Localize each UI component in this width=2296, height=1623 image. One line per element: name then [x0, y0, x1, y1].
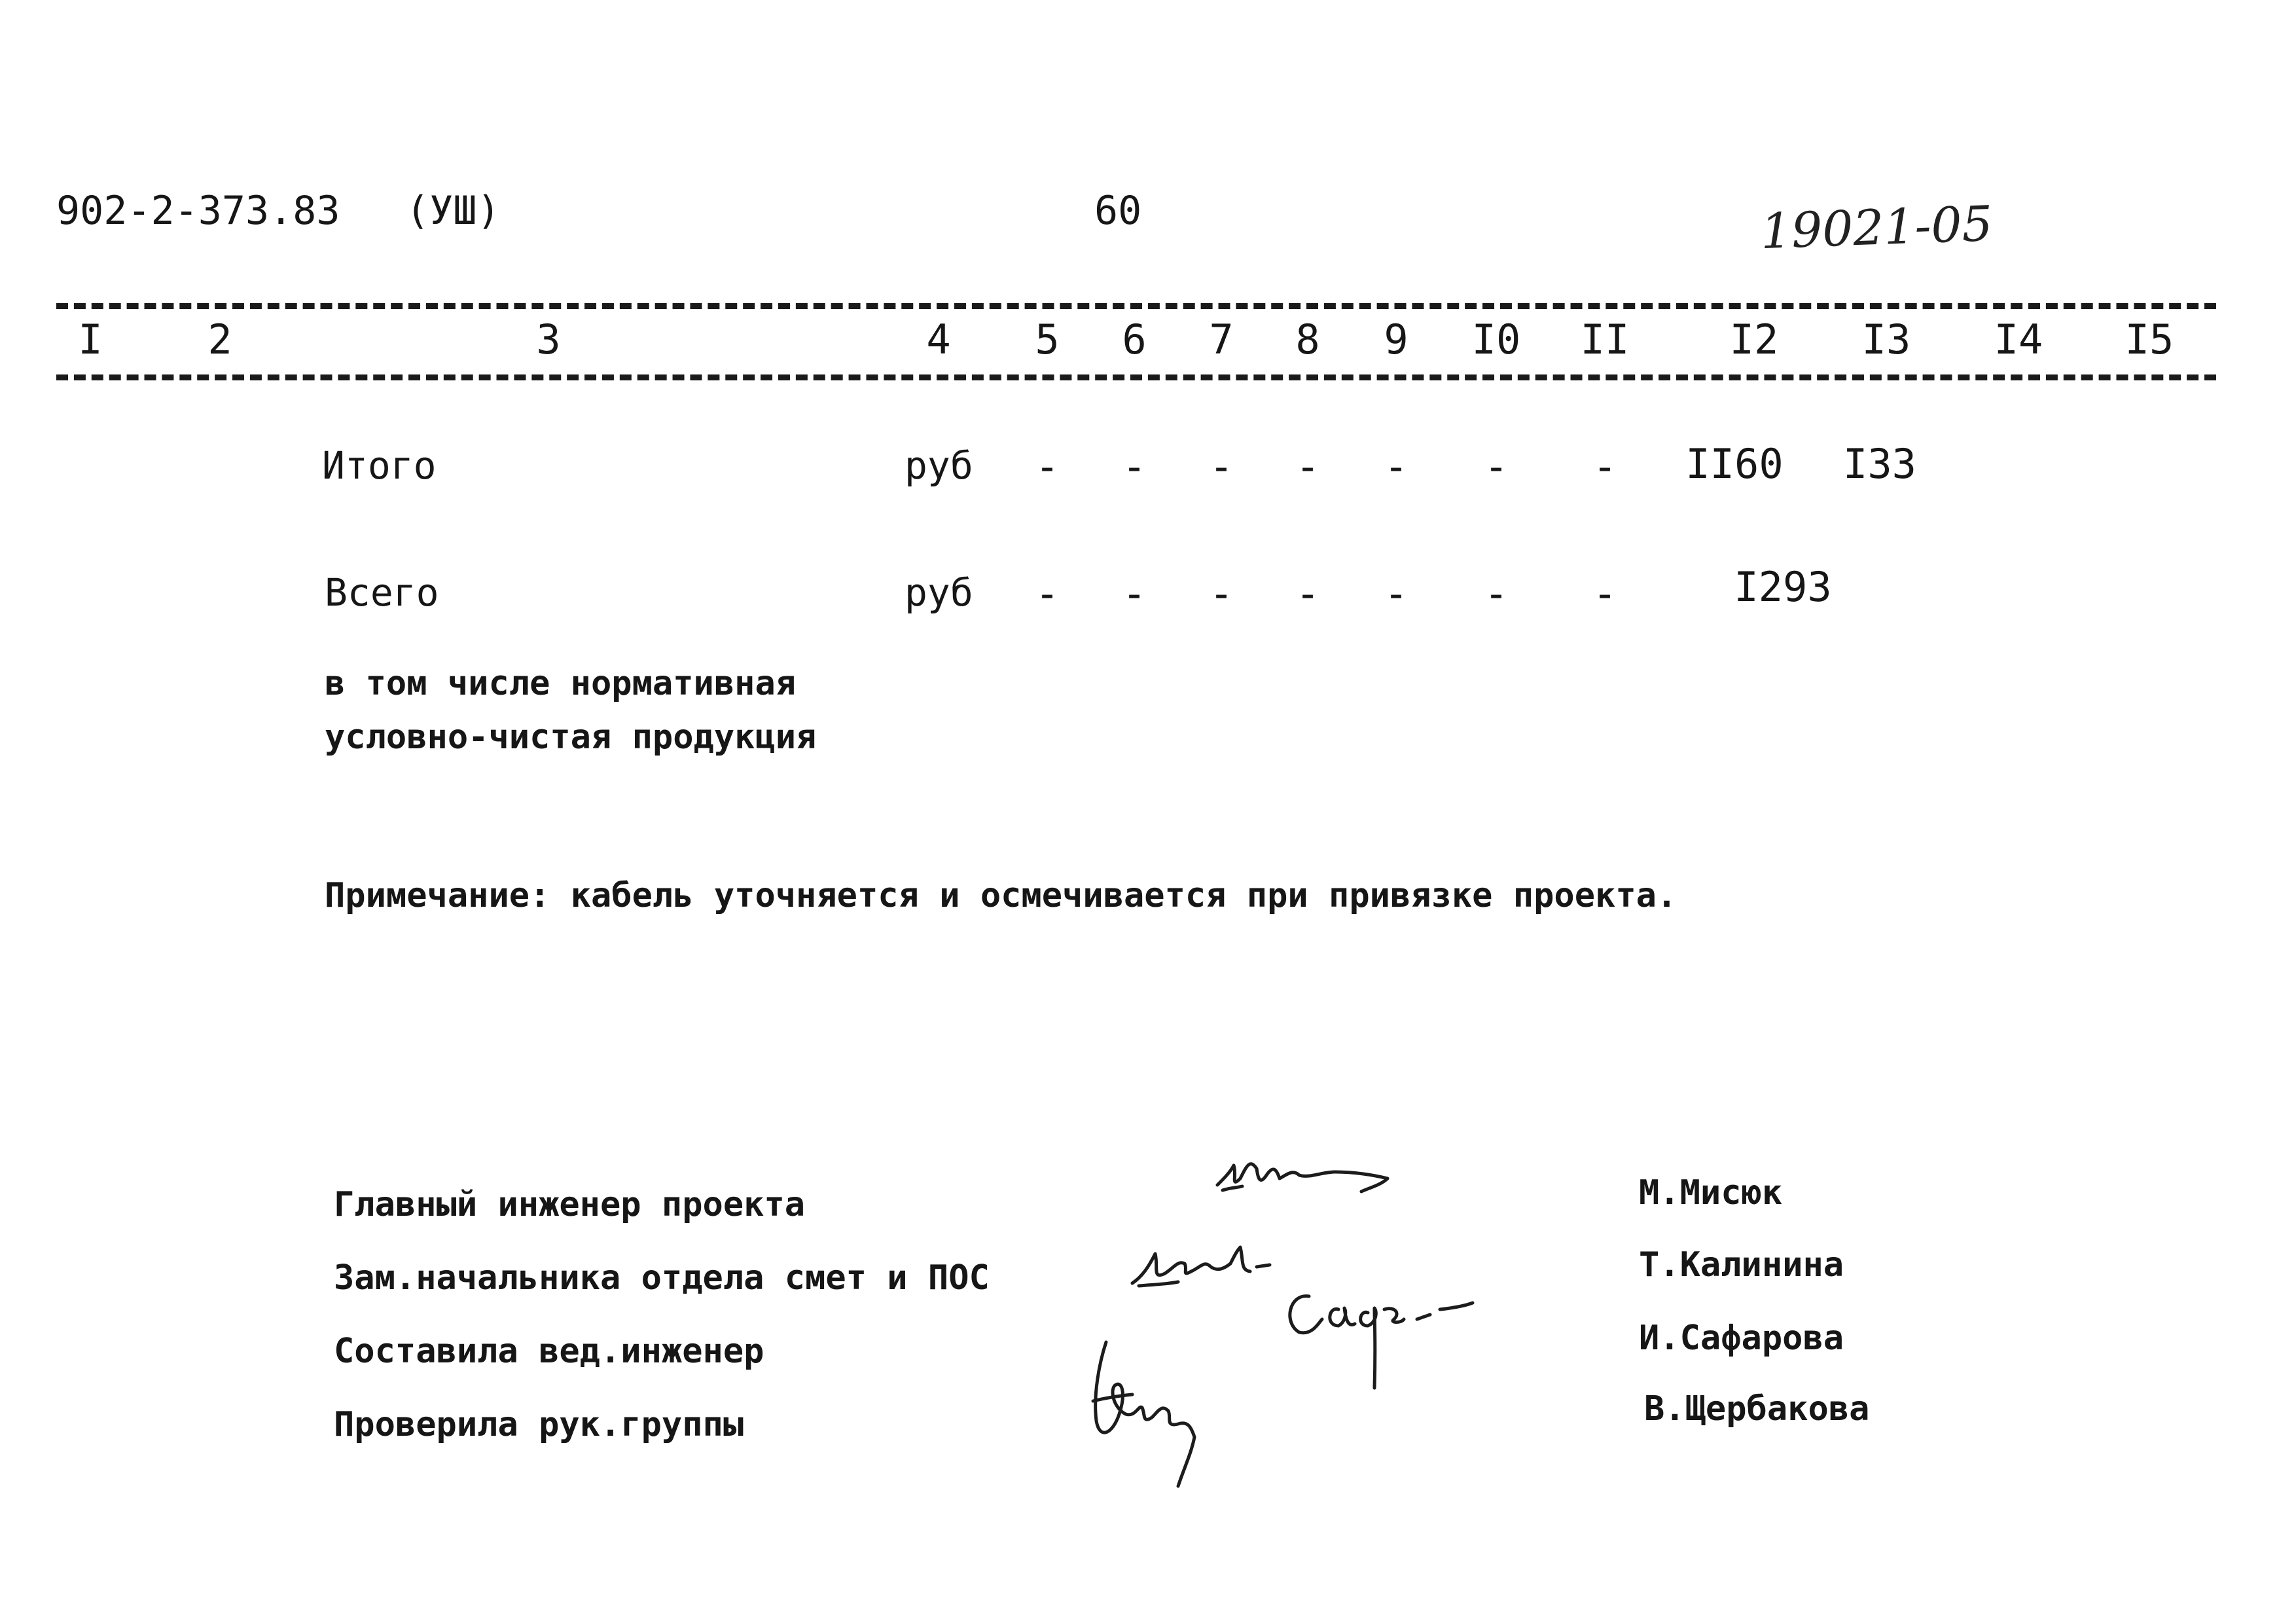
signature-name: М.Мисюк	[1639, 1173, 1783, 1213]
row-value-col13: I33	[1843, 440, 1916, 488]
handwritten-signature-3	[1276, 1283, 1499, 1414]
row-label: Всего	[325, 570, 439, 615]
subnote-line2: условно-чистая продукция	[325, 718, 817, 757]
row-dash: -	[1122, 443, 1147, 490]
row-dash: -	[1035, 443, 1060, 490]
row-dash: -	[1035, 570, 1060, 617]
handwritten-signature-4	[1080, 1322, 1250, 1493]
signature-role: Проверила рук.группы	[334, 1405, 744, 1444]
note-text: Примечание: кабель уточняется и осмечивается при привязке проекта.	[325, 876, 1677, 915]
column-header: 5	[1035, 316, 1060, 363]
column-header: I3	[1861, 316, 1911, 363]
row-total: I293	[1734, 563, 1832, 611]
column-header: I2	[1729, 316, 1779, 363]
column-header: 8	[1295, 316, 1320, 363]
column-header: 6	[1122, 316, 1147, 363]
column-header: 9	[1384, 316, 1408, 363]
column-header: 4	[926, 316, 951, 363]
column-header: 7	[1209, 316, 1234, 363]
handwritten-signature-1	[1211, 1139, 1433, 1218]
signature-role: Зам.начальника отдела смет и ПОС	[334, 1258, 990, 1298]
row-dash: -	[1122, 570, 1147, 617]
row-dash: -	[1209, 443, 1234, 490]
row-unit: руб	[905, 443, 973, 488]
handwritten-signature-2	[1126, 1231, 1296, 1303]
row-dash: -	[1484, 443, 1509, 490]
column-header: II	[1580, 316, 1630, 363]
column-header: 2	[207, 316, 232, 363]
signature-role: Составила вед.инженер	[334, 1332, 764, 1371]
row-dash: -	[1384, 443, 1408, 490]
column-header: I4	[1994, 316, 2043, 363]
column-header: I	[78, 316, 103, 363]
signature-name: И.Сафарова	[1639, 1319, 1844, 1358]
row-dash: -	[1592, 570, 1617, 617]
document-code: 902-2-373.83	[56, 188, 340, 234]
row-dash: -	[1209, 570, 1234, 617]
row-value-col12: II60	[1685, 440, 1784, 488]
row-dash: -	[1592, 443, 1617, 490]
column-header: 3	[536, 316, 561, 363]
column-header: I5	[2125, 316, 2174, 363]
signature-name: В.Щербакова	[1644, 1389, 1870, 1429]
row-dash: -	[1384, 570, 1408, 617]
table-bottom-rule	[56, 374, 2216, 380]
table-top-rule	[56, 303, 2216, 309]
volume-label: (УШ)	[406, 188, 501, 234]
row-unit: руб	[905, 570, 973, 615]
subnote-line1: в том числе нормативная	[325, 664, 797, 703]
row-label: Итого	[322, 443, 437, 488]
row-dash: -	[1484, 570, 1509, 617]
row-dash: -	[1295, 570, 1320, 617]
signature-name: Т.Калинина	[1639, 1245, 1844, 1285]
column-header: I0	[1471, 316, 1521, 363]
row-dash: -	[1295, 443, 1320, 490]
signature-role: Главный инженер проекта	[334, 1185, 806, 1224]
page-number: 60	[1094, 188, 1142, 234]
handwritten-number: 19021-05	[1759, 195, 1994, 261]
